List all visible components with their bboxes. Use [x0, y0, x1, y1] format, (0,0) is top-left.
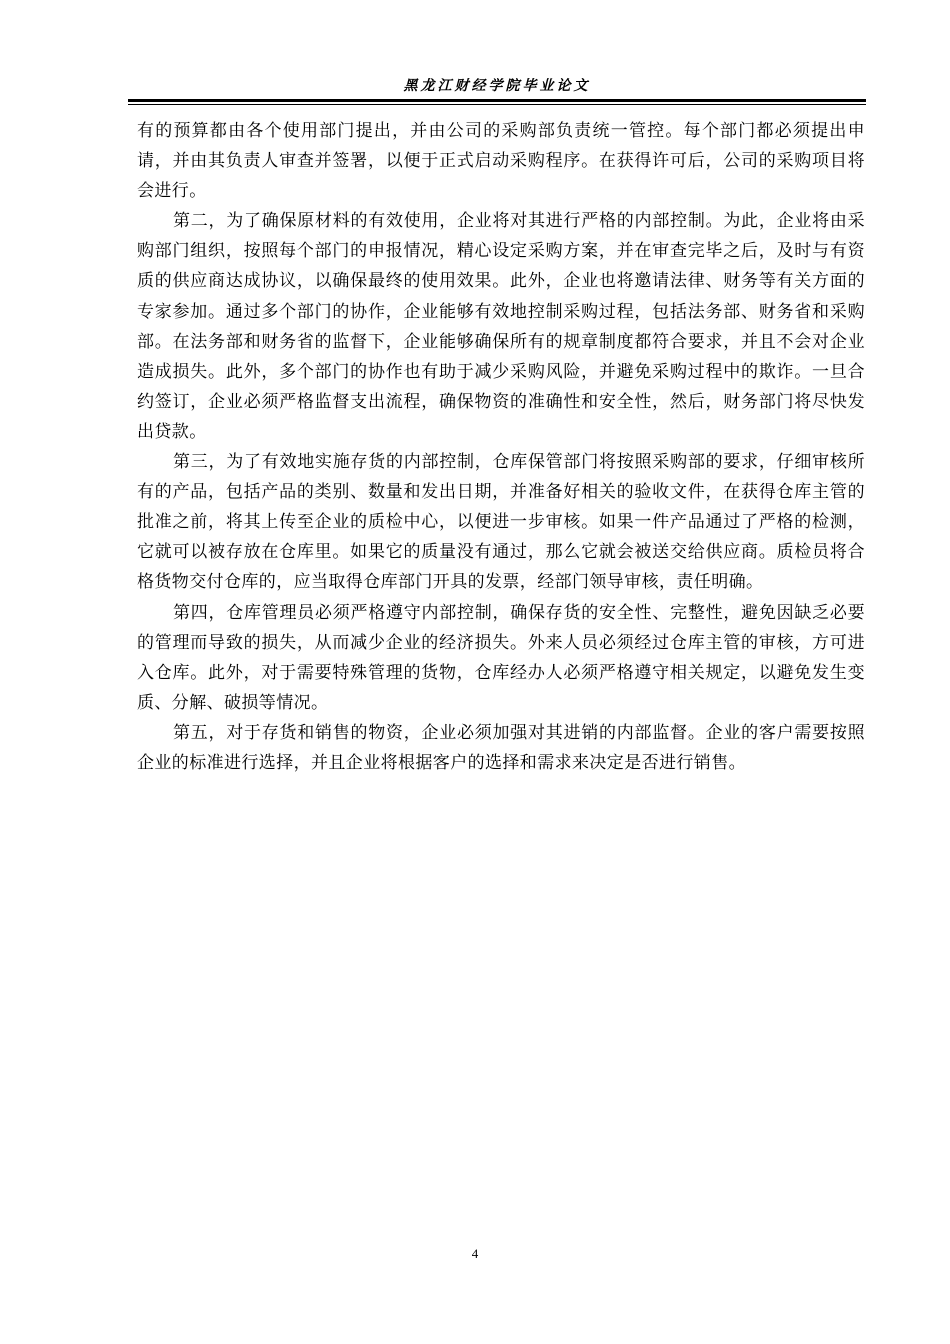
page-header — [128, 76, 866, 106]
body-text — [137, 116, 865, 778]
paragraph-continuation: 有的预算都由各个使用部门提出，并由公司的采购部负责统一管控。每个部门都必须提出申请，并由其负责人审查并签署，以便于正式启动采购程序。在获得许可后，公司的采购项目将会进行。 — [137, 121, 865, 202]
paragraph-fourth: 第四，仓库管理员必须严格遵守内部控制，确保存货的安全性、完整性，避免因缺乏必要的管理而导致的损失，从而减少企业的经济损失。外来人员必须经过仓库主管的审核，方可进入仓库。此外，对于需要特殊管理的货物，仓库经办人必须严格遵守相关规定，以避免发生变质、分解、破损等情况。 — [137, 602, 865, 713]
paragraph-fifth: 第五，对于存货和销售的物资，企业必须加强对其进销的内部监督。企业的客户需要按照企业的标准进行选择，并且企业将根据客户的选择和需求来决定是否进行销售。 — [137, 722, 865, 773]
header-rule-thick — [128, 99, 866, 102]
header-rule-thin — [128, 104, 866, 105]
header-title: 黑龙江财经学院毕业论文 — [403, 78, 591, 94]
paragraph-second: 第二，为了确保原材料的有效使用，企业将对其进行严格的内部控制。为此，企业将由采购部门组织，按照每个部门的申报情况，精心设定采购方案，并在审查完毕之后，及时与有资质的供应商达成协议，以确保最终的使用效果。此外，企业也将邀请法律、财务等有关方面的专家参加。通过多个部门的协作，企业能够有效地控制采购过程，包括法务部、财务省和采购部。在法务部和财务省的监督下，企业能够确保所有的规章制度都符合要求，并且不会对企业造成损失。此外，多个部门的协作也有助于减少采购风险，并避免采购过程中的欺诈。一旦合约签订，企业必须严格监督支出流程，确保物资的准确性和安全性，然后，财务部门将尽快发出贷款。 — [137, 211, 865, 442]
page-number: 4 — [471, 1246, 479, 1261]
paragraph-third: 第三，为了有效地实施存货的内部控制，仓库保管部门将按照采购部的要求，仔细审核所有的产品，包括产品的类别、数量和发出日期，并准备好相关的验收文件，在获得仓库主管的批准之前，将其上传至企业的质检中心，以便进一步审核。如果一件产品通过了严格的检测，它就可以被存放在仓库里。如果它的质量没有通过，那么它就会被送交给供应商。质检员将合格货物交付仓库的，应当取得仓库部门开具的发票，经部门领导审核，责任明确。 — [137, 452, 865, 593]
